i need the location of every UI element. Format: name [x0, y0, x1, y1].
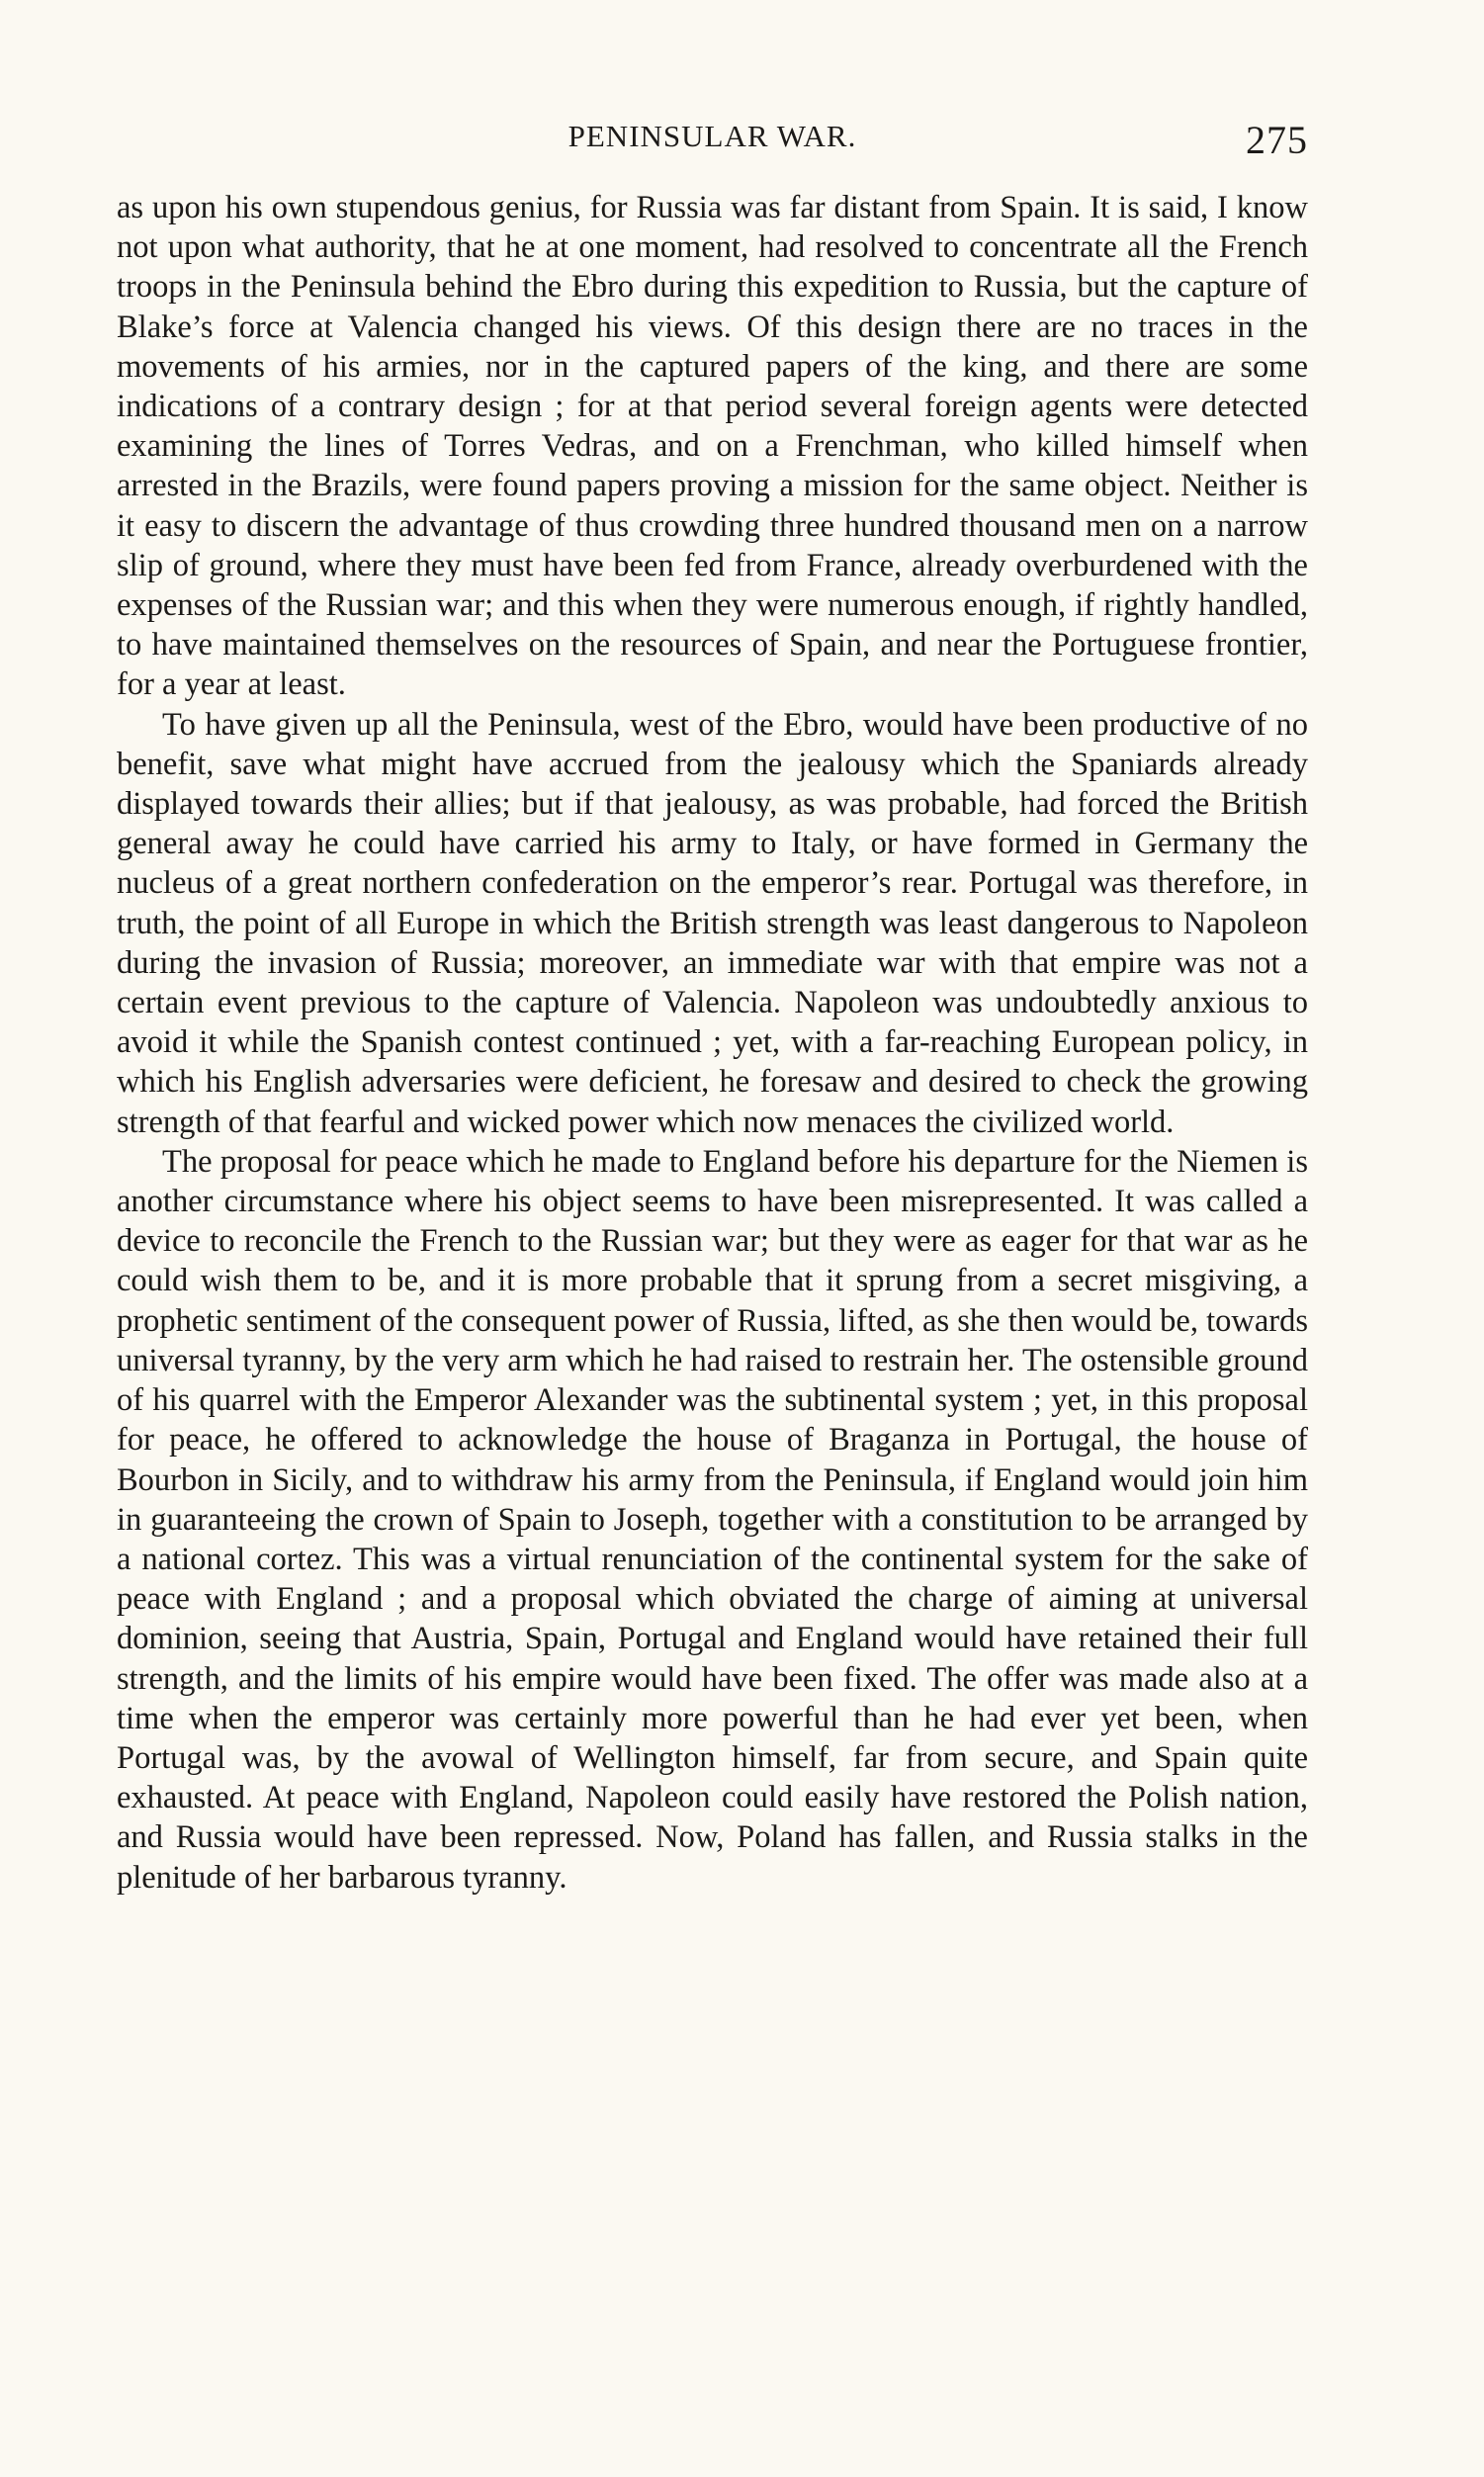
- page-number: 275: [1246, 118, 1308, 162]
- running-title: PENINSULAR WAR.: [567, 119, 857, 153]
- paragraph-1: as upon his own stupendous genius, for Russia was far distant from Spain. It is said, I know not upon what authority, that he at one moment, had resolved to concentrate all the French troops in the Peninsula behind the Ebro during this expedition to Russia, but the capture of Blake’s force at Valencia changed his views. Of this design there are no traces in the movements of his armies, nor in the captured papers of the king, and there are some indications of a contrary design ; for at that period several foreign agents were detected examining the lines of Torres Vedras, and on a Frenchman, who killed himself when arrested in the Brazils, were found papers proving a mission for the same object. Neither is it easy to discern the advantage of thus crowding three hundred thousand men on a narrow slip of ground, where they must have been fed from France, already overburdened with the expenses of the Russian war; and this when they were numerous enough, if rightly handled, to have maintained themselves on the resources of Spain, and near the Portuguese frontier, for a year at least.: [117, 190, 1308, 703]
- paragraph-3: The proposal for peace which he made to England before his departure for the Niemen is another circumstance where his object seems to have been misrepresented. It was called a device to reconcile the French to the Russian war; but they were as eager for that war as he could wish them to be, and it is more probable that it sprung from a secret misgiving, a prophetic sentiment of the consequent power of Russia, lifted, as she then would be, towards universal tyranny, by the very arm which he had raised to restrain her. The ostensible ground of his quarrel with the Emperor Alexander was the subtinental system ; yet, in this proposal for peace, he offered to acknowledge the house of Braganza in Portugal, the house of Bourbon in Sicily, and to withdraw his army from the Peninsula, if England would join him in guaranteeing the crown of Spain to Joseph, together with a constitution to be arranged by a national cortez. This was a virtual renunciation of the continental system for the sake of peace with England ; and a proposal which obviated the charge of aiming at universal dominion, seeing that Austria, Spain, Portugal and England would have retained their full strength, and the limits of his empire would have been fixed. The offer was made also at a time when the emperor was certainly more powerful than he had ever yet been, when Portugal was, by the avowal of Wellington himself, far from secure, and Spain quite exhausted. At peace with England, Napoleon could easily have restored the Polish nation, and Russia would have been repressed. Now, Poland has fallen, and Russia stalks in the plenitude of her barbarous tyranny.: [117, 1143, 1308, 1896]
- running-head: [117, 117, 1308, 166]
- paragraph-2: To have given up all the Peninsula, west of the Ebro, would have been productive of no benefit, save what might have accrued from the jealousy which the Spaniards already displayed towards their allies; but if that jealousy, as was probable, had forced the British general away he could have carried his army to Italy, or have formed in Germany the nucleus of a great northern confederation on the emperor’s rear. Portugal was therefore, in truth, the point of all Europe in which the British strength was least dangerous to Napoleon during the invasion of Russia; moreover, an immediate war with that empire was not a certain event previous to the capture of Valencia. Napoleon was undoubtedly anxious to avoid it while the Spanish contest continued ; yet, with a far-reaching European policy, in which his English adversaries were deficient, he foresaw and desired to check the growing strength of that fearful and wicked power which now menaces the civilized world.: [117, 706, 1308, 1140]
- body-text: [117, 188, 1308, 1898]
